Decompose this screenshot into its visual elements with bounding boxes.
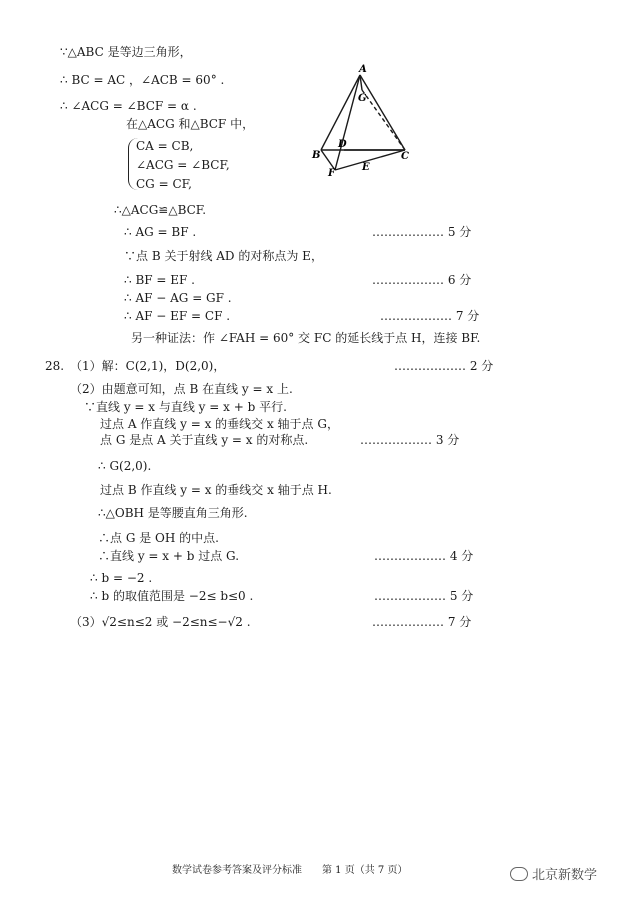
figure-label: C — [401, 151, 409, 162]
line: ∴ b 的取值范围是 −2≤ b≤0 . — [90, 589, 254, 603]
figure-label: E — [362, 162, 370, 173]
watermark-text: 北京新数学 — [532, 868, 598, 883]
line: ∴ G(2,0). — [98, 459, 152, 473]
watermark — [510, 864, 597, 883]
line: ∴点 G 是 OH 的中点. — [98, 531, 219, 545]
score-mark: ……………… 7 分 — [372, 615, 472, 629]
line: ∴ AF − AG = GF . — [124, 291, 232, 305]
footer-title: 数学试卷参考答案及评分标准 — [172, 865, 302, 876]
line: 过点 A 作直线 y = x 的垂线交 x 轴于点 G， — [100, 417, 339, 431]
figure-label: D — [338, 139, 347, 150]
line: ∵点 B 关于射线 AD 的对称点为 E， — [124, 249, 323, 263]
figure-label: F — [328, 168, 336, 179]
line: ∴ BF = EF . — [124, 273, 195, 287]
figure-label: G — [358, 93, 367, 104]
line: 过点 B 作直线 y = x 的垂线交 x 轴于点 H. — [100, 483, 332, 497]
line: ∴直线 y = x + b 过点 G. — [98, 549, 240, 563]
line: 在△ACG 和△BCF 中， — [126, 117, 255, 131]
score-mark: ……………… 5 分 — [374, 589, 474, 603]
line: 另一种证法：作 ∠FAH = 60° 交 FC 的延长线于点 H，连接 BF. — [131, 331, 481, 345]
line: ∴ ∠ACG = ∠BCF = α . — [60, 99, 197, 113]
score-mark: ……………… 4 分 — [374, 549, 474, 563]
line: （3）√2≤n≤2 或 −2≤n≤−√2 . — [70, 615, 251, 629]
line: ∴△ACG≌△BCF. — [114, 203, 207, 217]
score-mark: ……………… 6 分 — [372, 273, 472, 287]
line: ∴ AG = BF . — [124, 225, 197, 239]
footer-page-number: 第 1 页（共 7 页） — [322, 865, 408, 876]
line: （2）由题意可知，点 B 在直线 y = x 上. — [70, 382, 293, 396]
line: 点 G 是点 A 关于直线 y = x 的对称点. — [100, 433, 309, 447]
figure-label: A — [359, 64, 367, 75]
line: CA = CB, — [136, 139, 194, 153]
line: ∠ACG = ∠BCF, — [136, 158, 230, 172]
line: CG = CF, — [136, 177, 192, 191]
line: （1）解：C(2,1)，D(2,0)， — [70, 359, 226, 373]
geometry-figure — [306, 62, 416, 180]
score-mark: ……………… 2 分 — [394, 359, 494, 373]
score-mark: ……………… 7 分 — [380, 309, 480, 323]
wechat-icon — [510, 867, 528, 881]
page-footer — [172, 861, 407, 876]
score-mark: ……………… 3 分 — [360, 433, 460, 447]
figure-label: B — [312, 150, 321, 161]
line: ∵直线 y = x 与直线 y = x + b 平行. — [84, 400, 287, 414]
line: ∴ b = −2 . — [90, 571, 153, 585]
score-mark: ……………… 5 分 — [372, 225, 472, 239]
line: ∴ AF − EF = CF . — [124, 309, 231, 323]
question-number: 28. — [45, 359, 65, 373]
line: ∴△OBH 是等腰直角三角形. — [98, 506, 248, 520]
line: ∴ BC = AC ，∠ACB = 60° . — [60, 73, 225, 87]
line: ∵△ABC 是等边三角形， — [60, 45, 192, 59]
